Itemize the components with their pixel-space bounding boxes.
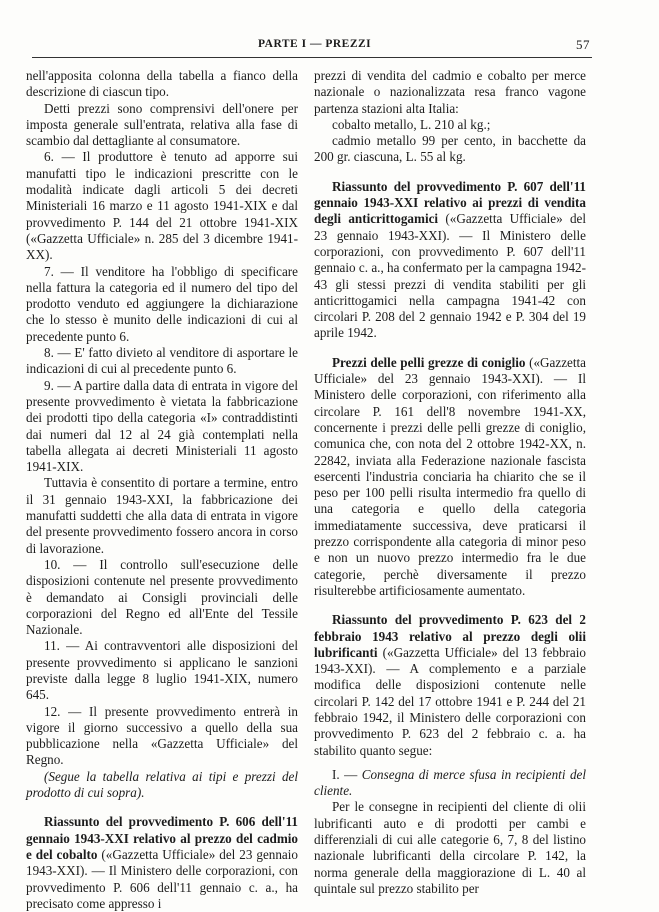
section-body: («Gazzetta Ufficiale» del 23 gennaio 1943-XXI). — Il Ministero delle corporazioni, con riferimento alla circolare P. 161 dell'8 novembre 1941-XX, concernente i prezzi delle pelli grezze di coniglio, comunica che, con nota del 2 ottobre 1942-XX, n. 22842, inviata alla Federazione nazionale fascista esercenti l'industria conciaria ha chiarito che se il peso per 100 pelli risulta intermedio fra quello di una categoria e quello della categoria immediatamente successiva, deve praticarsi il prezzo corrispondente alla categoria di minor peso e non un nuovo prezzo intermedio fra le due categorie, perchè diversamente il prezzo risulterebbe artificiosamente aumentato. xyxy=(314,354,586,598)
section-body: («Gazzetta Ufficiale» del 13 febbraio 1943-XXI). — A complemento e a parziale modifica delle disposizioni contenute nelle circolari P. 142 del 17 ottobre 1941 e P. 244 del 21 febbraio 1942, il Ministero delle corporazioni con provvedimento P. 623 del 2 febbraio c. a. ha stabilito quanto segue: xyxy=(314,644,586,758)
price-line: cadmio metallo 99 per cento, in bacchette da 200 gr. ciascuna, L. 55 al kg. xyxy=(314,133,586,165)
paragraph: Per le consegne in recipienti del cliente di olii lubrificanti auto e di prodotti per cambi e differenziali di cui alle categorie 6, 7, 8 del listino nazionale lubrificanti della circolare P. 142, la norma generale della maggiorazione di L. 40 al quintale sul prezzo stabilito per xyxy=(314,799,586,896)
paragraph: 11. — Ai contravventori alle disposizioni del presente provvedimento si applicano le sanzioni previste dalla legge 8 luglio 1941-XIX, numero 645. xyxy=(26,638,298,703)
paragraph: prezzi di vendita del cadmio e cobalto per merce nazionale o nazionalizzata resa franco vagone partenza stazioni alta Italia: xyxy=(314,68,586,116)
section-cadmio-cobalto xyxy=(26,814,298,912)
section-title: Riassunto del provvedimento P. 606 dell'11 gennaio 1943-XXI relativo al prezzo del cadmio e del cobalto xyxy=(26,814,298,862)
right-column xyxy=(314,68,586,897)
subsection-heading xyxy=(314,767,586,800)
paragraph: 9. — A partire dalla data di entrata in vigore del presente provvedimento è vietata la fabbricazione dei prodotti tipo della categoria «I» contraddistinti dai numeri dal 12 al 24 già contemplati nella tabella allegata ai decreti Ministeriali 11 agosto 1941-XIX. xyxy=(26,377,298,475)
left-column xyxy=(26,68,298,912)
section-olii-lubrificanti xyxy=(314,612,586,759)
section-anticrittogamici xyxy=(314,179,586,342)
header-rule xyxy=(32,57,592,58)
paragraph: 8. — E' fatto divieto al venditore di asportare le indicazioni di cui al precedente punto 6. xyxy=(26,345,298,377)
page-number: 57 xyxy=(576,37,590,52)
section-title: Riassunto del provvedimento P. 607 dell'11 gennaio 1943-XXI relativo ai prezzi di vendita degli anticrittogamici xyxy=(314,178,586,227)
paragraph: 10. — Il controllo sull'esecuzione delle disposizioni contenute nel presente provvedimento è demandato ai Consigli provinciali delle corporazioni del Regno ed all'Ente del Tessile Nazionale. xyxy=(26,556,298,638)
section-title: Prezzi delle pelli grezze di coniglio xyxy=(332,354,526,370)
section-body: («Gazzetta Ufficiale» del 23 gennaio 1943-XXI). — Il Ministero delle corporazioni, con provvedimento P. 607 dell'11 gennaio c. a., ha confermato per la campagna 1942-43 gli stessi prezzi di vendita stabiliti per gli anticrittogamici nella campagna 1941-42 con circolari P. 208 del 2 gennaio 1942 e P. 304 del 19 aprile 1942. xyxy=(314,211,586,341)
roman-numeral: I. — xyxy=(332,766,362,782)
paragraph: Detti prezzi sono comprensivi dell'onere per imposta generale sull'entrata, relativa alla fase di scambio dal dettagliante al consumatore. xyxy=(26,100,298,149)
section-body: («Gazzetta Ufficiale» del 23 gennaio 1943-XXI). — Il Ministero delle corporazioni, con provvedimento P. 606 dell'11 gennaio c. a., ha precisato come appresso i xyxy=(26,846,298,911)
section-pelli-coniglio xyxy=(314,355,586,599)
running-title: PARTE I — PREZZI xyxy=(258,38,372,50)
subsection-title: Consegna di merce sfusa in recipienti del cliente. xyxy=(314,766,586,799)
paragraph: Tuttavia è consentito di portare a termine, entro il 31 gennaio 1943-XXI, la fabbricazione dei manufatti suddetti che alla data di entrata in vigore del presente provvedimento fossero ancora in corso di lavorazione. xyxy=(26,475,298,556)
paragraph: 6. — Il produttore è tenuto ad apporre sui manufatti tipo le indicazioni prescritte con le modalità indicate dagli articoli 5 dei decreti Ministeriali 16 marzo e 11 agosto 1941-XIX e dal provvedimento P. 144 del 21 ottobre 1941-XIX («Gazzetta Ufficiale» n. 285 del 3 dicembre 1941-XX). xyxy=(26,149,298,263)
section-title: Riassunto del provvedimento P. 623 del 2 febbraio 1943 relativo al prezzo degli olii lubrificanti xyxy=(314,612,586,660)
price-line: cobalto metallo, L. 210 al kg.; xyxy=(332,116,491,132)
paragraph: 12. — Il presente provvedimento entrerà in vigore il giorno successivo a quello della sua pubblicazione nella «Gazzetta Ufficiale» del Regno. xyxy=(26,703,298,768)
page-header xyxy=(0,36,659,56)
italic-note: (Segue la tabella relativa ai tipi e prezzi del prodotto di cui sopra). xyxy=(26,768,298,801)
paragraph: 7. — Il venditore ha l'obbligo di specificare nella fattura la categoria ed il numero del tipo del prodotto venduto ed aggiungere la dichiarazione che lo stesso è munito delle indicazioni di cui al precedente punto 6. xyxy=(26,263,298,344)
paragraph: nell'apposita colonna della tabella a fianco della descrizione di ciascun tipo. xyxy=(26,68,298,100)
